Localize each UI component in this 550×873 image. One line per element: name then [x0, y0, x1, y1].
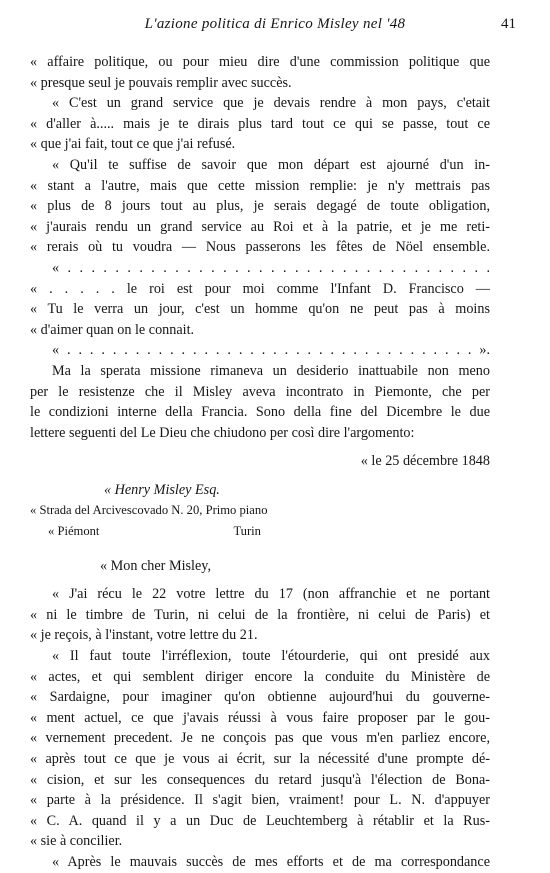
text-line: le condizioni interne della Francia. Sono della fine del Dicembre le due	[30, 404, 490, 421]
text-line: « affaire politique, ou pour mieu dire d'une commission politique que	[30, 54, 490, 70]
text-line: « cision, et sur les consequences du retard jusqu'à l'élection de Bona-	[30, 771, 490, 788]
text-line: « Il faut toute l'irréflexion, toute l'étourderie, qui ont presidé aux	[52, 648, 490, 665]
ellipsis-line: « . . . . . . . . . . . . . . . . . . . . . . . . . . . . . . . . . . . . ».	[52, 342, 490, 359]
letter-address-street: « Strada del Arcivescovado N. 20, Primo piano	[30, 503, 268, 518]
text-line: lettere seguenti del Le Dieu che chiudono per così dire l'argomento:	[30, 424, 415, 441]
text-line: « j'aurais rendu un grand service au Roi et à la patrie, et je me reti-	[30, 218, 490, 235]
text-line: « presque seul je pouvais remplir avec succès.	[30, 74, 292, 91]
text-line: « d'aller à..... mais je te dirais plus tard tout ce qui se passe, tout ce	[30, 115, 490, 132]
running-title: L'azione politica di Enrico Misley nel '48	[144, 16, 406, 32]
text-line: « sie à concilier.	[30, 833, 123, 850]
text-line: « d'aimer quan on le connait.	[30, 321, 195, 338]
ellipsis-line: « . . . . . . . . . . . . . . . . . . . . . . . . . . . . . . . . . . . .	[52, 259, 490, 276]
text-line: « je reçois, à l'instant, votre lettre du 21.	[30, 627, 258, 644]
text-line: « . . . . . le roi est pour moi comme l'Infant D. Francisco —	[30, 280, 490, 297]
letter-addressee: « Henry Misley Esq.	[104, 481, 220, 498]
text-line: « Tu le verra un jour, c'est un homme qu'on ne peut pas à moins	[30, 301, 490, 318]
text-line: « rerais où tu voudra — Nous passerons les fêtes de Nöel ensemble.	[30, 239, 490, 256]
text-line: « plus de 8 jours tout au plus, je serais degagé de toute obligation,	[30, 198, 490, 215]
text-line: « après tout ce que je vous ai écrit, sur la nécessité d'une prompte dé-	[30, 751, 490, 767]
address-region: « Piémont	[48, 524, 100, 539]
body-text	[30, 52, 490, 873]
text-line: « Sardaigne, pour imaginer qu'on obtienne aujourd'hui du gouverne-	[30, 689, 490, 706]
letter-address-city	[30, 521, 490, 542]
text-line: « que j'ai fait, tout ce que j'ai refusé.	[30, 136, 236, 153]
text-line: « ment actuel, ce que j'avais réussi à vous faire proposer par le gou-	[30, 709, 490, 726]
text-line: « Qu'il te suffise de savoir que mon départ est ajourné d'un in-	[52, 156, 490, 173]
text-line: « C. A. quand il y a un Duc de Leuchtemberg à rétablir et la Rus-	[30, 812, 490, 829]
page-number: 41	[501, 16, 516, 32]
text-line: « actes, et qui semblent diriger encore la conduite du Ministère de	[30, 668, 490, 685]
text-line: « stant a l'autre, mais que cette mission remplie: je n'y mettrais pas	[30, 177, 490, 194]
letter-salutation: « Mon cher Misley,	[100, 557, 211, 574]
address-city: Turin	[233, 524, 261, 539]
text-line: « C'est un grand service que je devais rendre à mon pays, c'etait	[52, 95, 490, 112]
text-line: « Après le mauvais succès de mes efforts et de ma correspondance	[52, 853, 490, 870]
text-line: « vernement precedent. Je ne conçois pas que vous m'en parliez encore,	[30, 730, 490, 747]
text-line: « J'ai récu le 22 votre lettre du 17 (non affranchie et ne portant	[52, 586, 490, 603]
text-line: « ni le timbre de Turin, ni celui de la frontière, ni celui de Paris) et	[30, 606, 490, 623]
letter-date: « le 25 décembre 1848	[360, 453, 490, 470]
text-line: per le resistenze che il Misley aveva incontrato in Piemonte, che per	[30, 383, 490, 400]
text-line: Ma la sperata missione rimaneva un desiderio inattuabile non meno	[52, 362, 490, 379]
text-line: « parte à la présidence. Il s'agit bien, vraiment! pour L. N. d'appuyer	[30, 792, 490, 809]
page-header	[30, 16, 520, 38]
